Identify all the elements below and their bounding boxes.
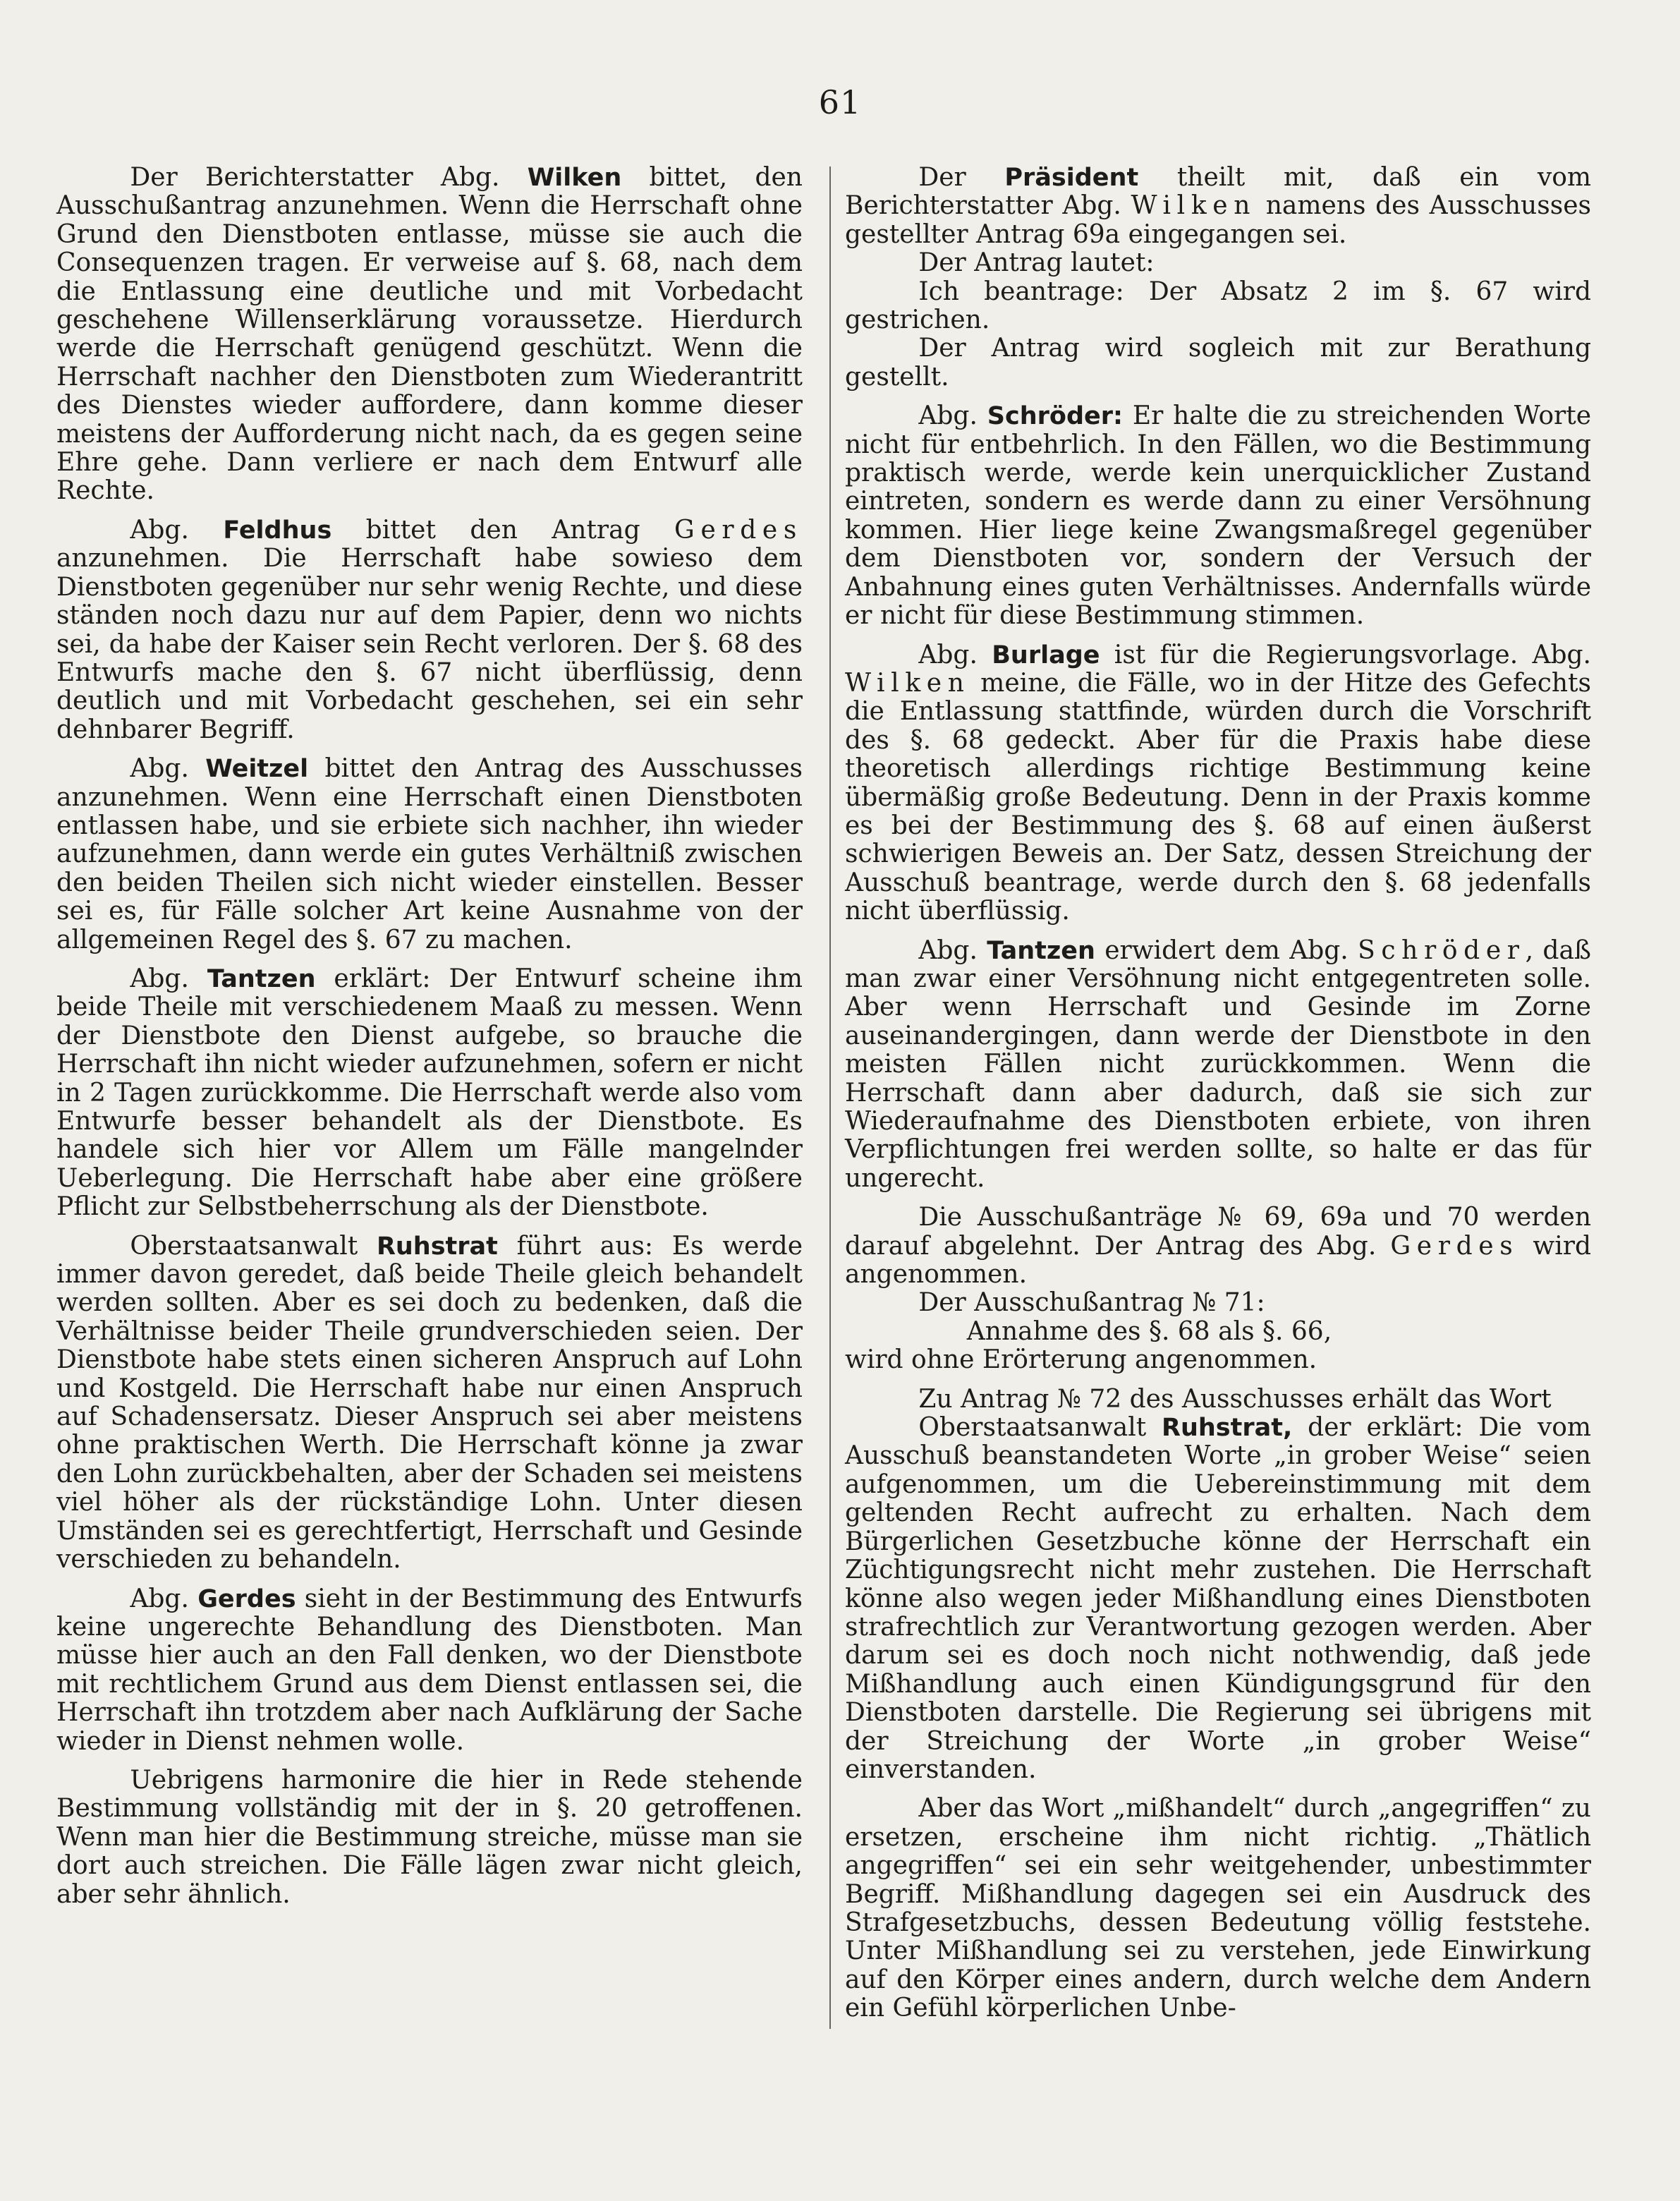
speaker-name: Gerdes <box>197 1584 296 1613</box>
paragraph: Abg. Tantzen erwidert dem Abg. Schröder, daß man zwar einer Versöhnung nicht entgegentreten solle. Aber wenn Herrschaft und Gesinde im Zorne auseinandergingen, dann werde der Dienstbote in den meisten Fällen nicht zurückkommen. Wenn die Herrschaft dann aber dadurch, daß sie sich zur Wiederaufnahme des Dienstboten erbiete, von ihren Verpflichtungen frei werden sollte, so halte er das für ungerecht. <box>845 935 1591 1193</box>
paragraph: Abg. Schröder: Er halte die zu streichenden Worte nicht für entbehrlich. In den Fällen, wo die Bestimmung praktisch werde, werde kein unerquicklicher Zustand eintreten, sondern es werde dann zu einer Versöhnung kommen. Hier liege keine Zwangsmaßregel gegenüber dem Dienstboten vor, sondern der Versuch der Anbahnung eines guten Verhältnisses. Andernfalls würde er nicht für diese Bestimmung stimmen. <box>845 401 1591 631</box>
paragraph: Oberstaatsanwalt Ruhstrat führt aus: Es werde immer davon geredet, daß beide Theile gleich behandelt werden sollten. Aber es sei doch zu bedenken, daß die Verhältnisse beider Theile grundverschieden seien. Der Dienstbote habe stets einen sicheren Anspruch auf Lohn und Kostgeld. Die Herrschaft habe nur einen Anspruch auf Schadensersatz. Dieser Anspruch sei aber meistens ohne praktischen Werth. Die Herrschaft könne ja zwar den Lohn zurückbehalten, aber der Schaden sei meistens viel höher als der rückständige Lohn. Unter diesen Umständen sei es gerechtfertigt, Herrschaft und Gesinde verschieden zu behandeln. <box>56 1231 803 1575</box>
speaker-name: Tantzen <box>987 936 1095 965</box>
speaker-name: Burlage <box>992 641 1100 669</box>
paragraph: Der Antrag lautet: <box>918 248 1155 278</box>
paragraph: Der Antrag wird sogleich mit zur Berathung gestellt. <box>845 334 1591 392</box>
speaker-name: Feldhus <box>223 516 332 545</box>
paragraph: Abg. Feldhus bittet den Antrag Gerdes anzunehmen. Die Herrschaft habe sowieso dem Dienstboten gegenüber nur sehr wenig Rechte, und diese ständen noch dazu nur auf dem Papier, denn wo nichts sei, da habe der Kaiser sein Recht verloren. Der §. 68 des Entwurfs mache den §. 67 nicht überflüssig, denn deutlich und mit Vorbedacht geschehen, sei ein sehr dehnbarer Begriff. <box>56 515 803 744</box>
speaker-name: Weitzel <box>205 755 309 784</box>
spaced-name: Gerdes <box>1390 1231 1519 1261</box>
paragraph: Zu Antrag № 72 des Ausschusses erhält das Wort <box>918 1384 1552 1414</box>
left-column <box>56 164 803 1920</box>
speaker-name: Ruhstrat, <box>1162 1414 1293 1443</box>
paragraph: Der Ausschußantrag № 71: <box>918 1288 1265 1318</box>
paragraph: Abg. Gerdes sieht in der Bestimmung des Entwurfs keine ungerechte Behandlung des Dienstboten. Man müsse hier auch an den Fall denken, wo der Dienstbote mit rechtlichem Grund aus dem Dienst entlassen sei, die Herrschaft ihn trotzdem aber nach Aufklärung der Sache wieder in Dienst nehmen wolle. <box>56 1584 803 1756</box>
speaker-name: Tantzen <box>207 964 316 993</box>
right-column <box>845 164 1591 2034</box>
speaker-name: Präsident <box>1004 164 1139 192</box>
column-divider <box>829 166 831 2029</box>
paragraph: Abg. Weitzel bittet den Antrag des Ausschusses anzunehmen. Wenn eine Herrschaft einen Dienstboten entlassen habe, und sie erbiete sich nachher, ihn wieder aufzunehmen, dann werde ein gutes Verhältniß zwischen den beiden Theilen sich nicht wieder einstellen. Besser sei es, für Fälle solcher Art keine Ausnahme von der allgemeinen Regel des §. 67 zu machen. <box>56 754 803 954</box>
speaker-name: Wilken <box>527 164 622 192</box>
paragraph: Uebrigens harmonire die hier in Rede stehende Bestimmung vollständig mit der in §. 20 getroffenen. Wenn man hier die Bestimmung streiche, müsse man sie dort auch streichen. Die Fälle lägen zwar nicht gleich, aber sehr ähnlich. <box>56 1765 803 1909</box>
paragraph: Abg. Tantzen erklärt: Der Entwurf scheine ihm beide Theile mit verschiedenem Maaß zu messen. Wenn der Dienstbote den Dienst aufgebe, so brauche die Herrschaft ihn nicht wieder aufzunehmen, sofern er nicht in 2 Tagen zurückkomme. Die Herrschaft werde also vom Entwurfe besser behandelt als der Dienstbote. Es handele sich hier vor Allem um Fälle mangelnder Ueberlegung. Die Herrschaft habe aber eine größere Pflicht zur Selbstbeherrschung als der Dienstbote. <box>56 964 803 1222</box>
spaced-name: Wilken <box>845 668 970 698</box>
speaker-name: Schröder: <box>987 402 1123 431</box>
paragraph: Abg. Burlage ist für die Regierungsvorlage. Abg. Wilken meine, die Fälle, wo in der Hitze des Gefechts die Entlassung stattfinde, würden durch die Vorschrift des §. 68 gedeckt. Aber für die Praxis habe diese theoretisch allerdings richtige Bestimmung keine übermäßig große Bedeutung. Denn in der Praxis komme es bei der Bestimmung des §. 68 auf einen äußerst schwierigen Beweis an. Der Satz, dessen Streichung der Ausschuß beantrage, werde durch den §. 68 jedenfalls nicht überflüssig. <box>845 640 1591 926</box>
motion-quote: Annahme des §. 68 als §. 66, <box>966 1316 1332 1346</box>
paragraph: wird ohne Erörterung angenommen. <box>845 1345 1317 1375</box>
spaced-name: Schröder <box>1358 935 1526 965</box>
paragraph: Die Ausschußanträge № 69, 69a und 70 werden darauf abgelehnt. Der Antrag des Abg. Gerdes wird angenommen. <box>845 1203 1591 1290</box>
paragraph: Der Präsident theilt mit, daß ein vom Berichterstatter Abg. Wilken namens des Ausschusses gestellter Antrag 69a eingegangen sei. <box>845 163 1591 249</box>
paragraph: Der Berichterstatter Abg. Wilken bittet, den Ausschußantrag anzunehmen. Wenn die Herrschaft ohne Grund den Dienstboten entlasse, müsse sie auch die Consequenzen tragen. Er verweise auf §. 68, nach dem die Entlassung eine deutliche und mit Vorbedacht geschehene Willenserklärung voraussetze. Hierdurch werde die Herrschaft genügend geschützt. Wenn die Herrschaft nachher den Dienstboten zum Wiederantritt des Dienstes wieder auffordere, dann komme dieser meistens der Aufforderung nicht nach, da es gegen seine Ehre gehe. Dann verliere er nach dem Entwurf alle Rechte. <box>56 163 803 506</box>
spaced-name: Gerdes <box>674 515 803 545</box>
speaker-name: Ruhstrat <box>376 1232 498 1261</box>
page-number: 61 <box>818 83 862 121</box>
paragraph: Aber das Wort „mißhandelt“ durch „angegriffen“ zu ersetzen, erscheine ihm nicht richtig. „Thätlich angegriffen“ sei ein sehr weitgehender, unbestimmter Begriff. Mißhandlung dagegen sei ein Ausdruck des Strafgesetzbuchs, dessen Bedeutung völlig feststehe. Unter Mißhandlung sei zu verstehen, jede Einwirkung auf den Körper eines andern, durch welche dem Andern ein Gefühl körperlichen Unbe- <box>845 1794 1591 2023</box>
spaced-name: Wilken <box>1131 191 1257 221</box>
motion-quote: Ich beantrage: Der Absatz 2 im §. 67 wird gestrichen. <box>845 277 1591 335</box>
paragraph: Oberstaatsanwalt Ruhstrat, der erklärt: Die vom Ausschuß beanstandeten Worte „in grober Weise“ seien aufgenommen, um die Uebereinstimmung mit dem geltenden Recht aufrecht zu erhalten. Nach dem Bürgerlichen Gesetzbuche könne der Herrschaft ein Züchtigungsrecht nicht mehr zustehen. Die Herrschaft könne also wegen jeder Mißhandlung eines Dienstboten strafrechtlich zur Verantwortung gezogen werden. Aber darum sei es doch noch nicht nothwendig, daß jede Mißhandlung auch einen Kündigungsgrund für den Dienstboten darstelle. Die Regierung sei übrigens mit der Streichung der Worte „in grober Weise“ einverstanden. <box>845 1413 1591 1784</box>
